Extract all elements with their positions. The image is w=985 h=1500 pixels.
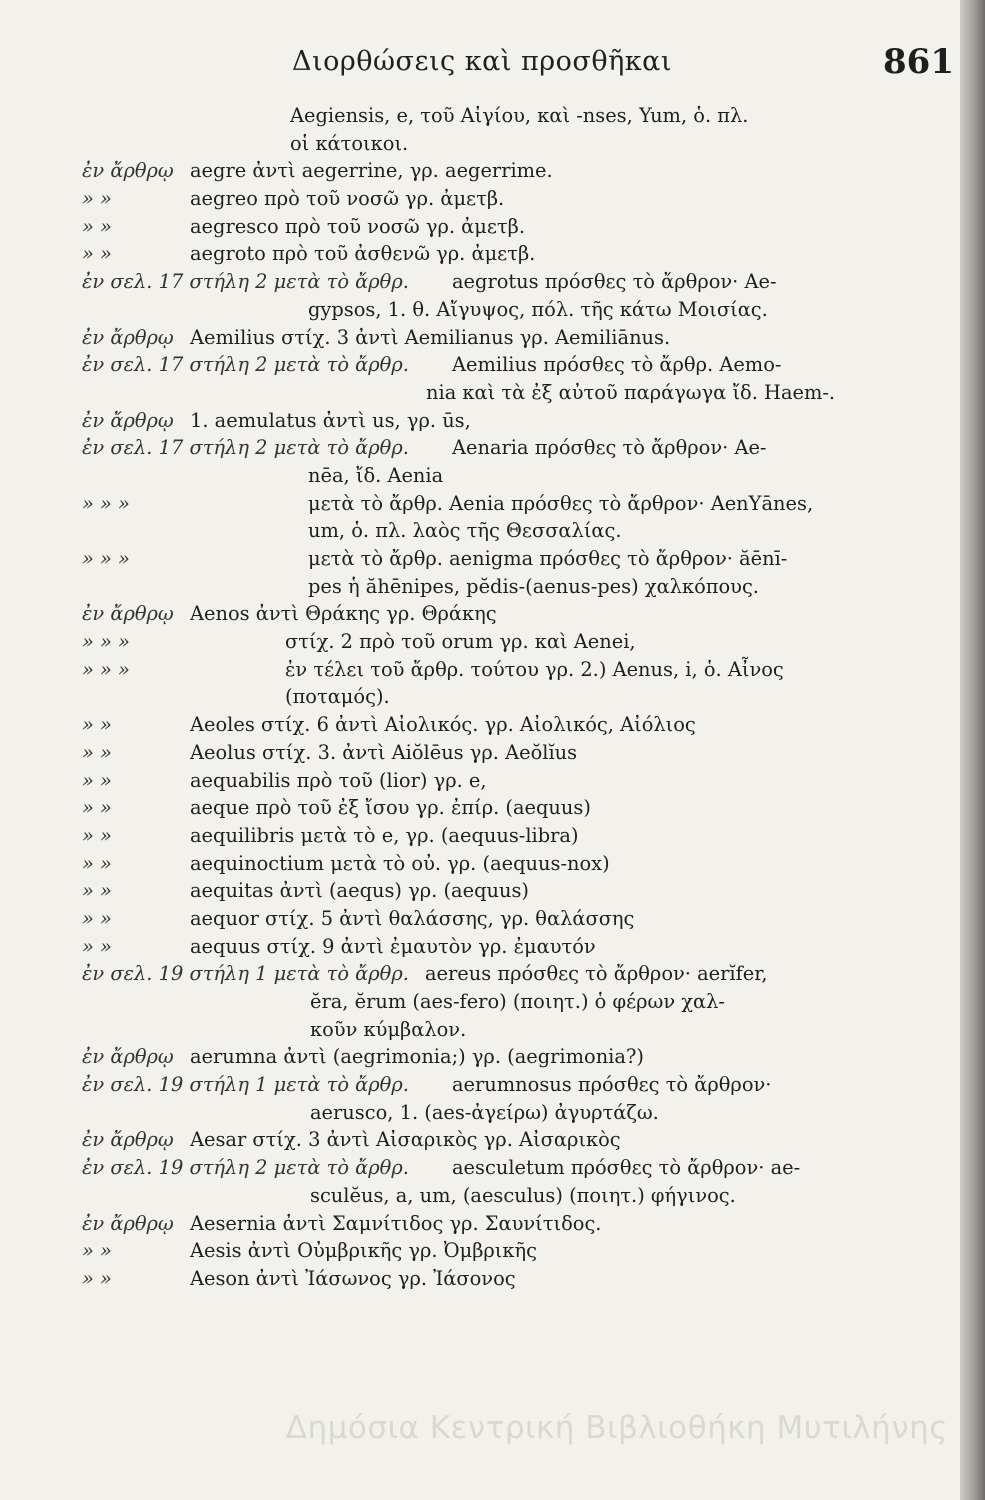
errata-line (0, 794, 960, 822)
errata-line (0, 462, 960, 490)
page-number: 861 (883, 42, 954, 82)
entry-reference: » » » (82, 657, 130, 681)
errata-line (0, 379, 960, 407)
errata-line (0, 268, 960, 296)
errata-line (0, 213, 960, 241)
entry-correction: aequus στίχ. 9 ἀντὶ ἐμαυτὸν γρ. ἐμαυτόν (190, 934, 596, 958)
errata-line (0, 517, 960, 545)
entry-reference: » » » (82, 491, 130, 515)
entry-correction: Aenos ἀντὶ Θράκης γρ. Θράκης (190, 602, 497, 626)
errata-line (0, 1237, 960, 1265)
entry-reference: ἐν σελ. 17 στήλη 2 μετὰ τὸ ἄρθρ. (82, 270, 409, 294)
errata-line (0, 1043, 960, 1071)
errata-line (0, 905, 960, 933)
entry-reference: ἐν ἄρθρῳ (82, 325, 174, 349)
entry-correction: ĕra, ĕrum (aes-fero) (ποιητ.) ὁ φέρων χαλ- (310, 990, 725, 1013)
entry-correction: Aesar στίχ. 3 ἀντὶ Αἰσαρικὸς γρ. Αἰσαρικὸς (190, 1128, 621, 1152)
entry-reference: ἐν σελ. 19 στήλη 1 μετὰ τὸ ἄρθρ. (82, 962, 409, 986)
errata-line (0, 1016, 960, 1044)
entry-correction: sculĕus, a, um, (aesculus) (ποιητ.) φήγινος. (310, 1183, 736, 1207)
entry-reference: » » (82, 906, 112, 930)
errata-line (0, 1071, 960, 1099)
entry-correction: κοῦν κύμβαλον. (310, 1017, 467, 1041)
errata-line (0, 545, 960, 573)
entry-correction: aequabilis πρὸ τοῦ (lior) γρ. e, (190, 768, 487, 792)
errata-line (0, 656, 960, 684)
entry-reference: » » (82, 1266, 112, 1290)
entry-correction: Aeolus στίχ. 3. ἀντὶ Aiŏlēus γρ. Aeŏlĭus (190, 740, 578, 764)
entry-reference: » » » (82, 630, 130, 654)
entry-correction: Aegiensis, e, τοῦ Αἰγίου, καὶ -nses, Yum, ὁ. πλ. (290, 104, 749, 127)
errata-line (0, 1126, 960, 1154)
errata-line (0, 988, 960, 1016)
entry-correction: Aemilius στίχ. 3 ἀντὶ Aemilianus γρ. Aemiliānus. (190, 325, 671, 349)
entry-correction: 1. aemulatus ἀντὶ us, γρ. ūs, (190, 408, 471, 432)
entry-reference: ἐν ἄρθρῳ (82, 602, 174, 626)
entry-correction: Aesernia ἀντὶ Σαμνίτιδος γρ. Σαυνίτιδος. (190, 1211, 602, 1235)
entry-correction: nia καὶ τὰ ἐξ αὐτοῦ παράγωγα ἴδ. Haem-. (426, 380, 836, 404)
errata-line (0, 683, 960, 711)
entry-correction: gypsos, 1. θ. Αἴγυψος, πόλ. τῆς κάτω Μοισίας. (308, 297, 768, 321)
entry-correction: aequor στίχ. 5 ἀντὶ θαλάσσης, γρ. θαλάσσης (190, 906, 635, 930)
errata-line (0, 1099, 960, 1127)
entry-correction: Aemilius πρόσθες τὸ ἄρθρ. Aemo- (452, 353, 782, 377)
entry-correction: um, ὁ. πλ. λαὸς τῆς Θεσσαλίας. (308, 519, 622, 543)
errata-line (0, 490, 960, 518)
entry-correction: aegre ἀντὶ aegerrine, γρ. aegerrime. (190, 159, 553, 183)
errata-line (0, 1182, 960, 1210)
entry-correction: Aenaria πρόσθες τὸ ἄρθρον· Ae- (452, 436, 767, 460)
entry-correction: aesculetum πρόσθες τὸ ἄρθρον· ae- (452, 1156, 801, 1180)
running-title: Διορθώσεις καὶ προσθῆκαι (292, 46, 672, 77)
entry-correction: ἐν τέλει τοῦ ἄρθρ. τούτου γρ. 2.) Aenus, i, ὁ. Αἶνος (285, 657, 784, 681)
entry-reference: » » (82, 768, 112, 792)
errata-line (0, 600, 960, 628)
entry-correction: aerusco, 1. (aes-ἀγείρω) ἀγυρτάζω. (310, 1100, 659, 1124)
entry-reference: » » (82, 242, 112, 266)
page-header (0, 42, 960, 92)
book-gutter (960, 0, 985, 1500)
errata-line (0, 351, 960, 379)
entry-correction: μετὰ τὸ ἄρθρ. Aenia πρόσθες τὸ ἄρθρον· AenYānes, (308, 491, 814, 515)
entry-reference: » » (82, 934, 112, 958)
entry-reference: » » (82, 796, 112, 820)
errata-line (0, 877, 960, 905)
entry-reference: » » (82, 879, 112, 903)
errata-line (0, 1210, 960, 1238)
entry-correction: aegreo πρὸ τοῦ νοσῶ γρ. ἀμετβ. (190, 187, 505, 211)
entry-correction: aequitas ἀντὶ (aequs) γρ. (aequus) (190, 879, 529, 903)
errata-line (0, 960, 960, 988)
entry-correction: οἱ κάτοικοι. (290, 131, 409, 155)
entry-reference: ἐν σελ. 19 στήλη 2 μετὰ τὸ ἄρθρ. (82, 1156, 409, 1180)
entry-reference: ἐν σελ. 19 στήλη 1 μετὰ τὸ ἄρθρ. (82, 1073, 409, 1097)
entry-reference: ἐν ἄρθρῳ (82, 1128, 174, 1152)
errata-line (0, 102, 960, 130)
entry-reference: » » (82, 214, 112, 238)
errata-line (0, 573, 960, 601)
errata-line (0, 628, 960, 656)
errata-line (0, 1265, 960, 1293)
entry-reference: ἐν σελ. 17 στήλη 2 μετὰ τὸ ἄρθρ. (82, 353, 409, 377)
library-watermark: Δημόσια Κεντρική Βιβλιοθήκη Μυτιλήνης (285, 1410, 948, 1446)
errata-line (0, 434, 960, 462)
entry-correction: μετὰ τὸ ἄρθρ. aenigma πρόσθες τὸ ἄρθρον· ăēnī- (308, 547, 788, 570)
errata-line (0, 822, 960, 850)
errata-list (0, 102, 960, 1293)
entry-reference: » » (82, 1239, 112, 1263)
entry-correction: aegroto πρὸ τοῦ ἀσθενῶ γρ. ἀμετβ. (190, 242, 536, 266)
errata-line (0, 850, 960, 878)
entry-correction: aequinoctium μετὰ τὸ οὐ. γρ. (aequus-nox) (190, 851, 610, 875)
entry-reference: » » » (82, 547, 130, 570)
entry-reference: ἐν ἄρθρῳ (82, 1211, 174, 1235)
entry-correction: (ποταμός). (285, 685, 390, 709)
entry-correction: aerumnosus πρόσθες τὸ ἄρθρον· (452, 1073, 772, 1097)
errata-line (0, 185, 960, 213)
entry-reference: ἐν ἄρθρῳ (82, 1045, 174, 1069)
entry-correction: aegresco πρὸ τοῦ νοσῶ γρ. ἀμετβ. (190, 214, 526, 238)
entry-reference: » » (82, 740, 112, 764)
errata-line (0, 296, 960, 324)
entry-reference: » » (82, 823, 112, 847)
errata-line (0, 324, 960, 352)
errata-line (0, 130, 960, 158)
entry-correction: Aesis ἀντὶ Οὐμβρικῆς γρ. Ὀμβρικῆς (190, 1239, 538, 1263)
errata-line (0, 767, 960, 795)
entry-correction: aequilibris μετὰ τὸ e, γρ. (aequus-libra) (190, 823, 579, 847)
entry-reference: » » (82, 187, 112, 211)
entry-reference: ἐν ἄρθρῳ (82, 408, 174, 432)
errata-line (0, 407, 960, 435)
entry-correction: Aeoles στίχ. 6 ἀντὶ Αἰολικός. γρ. Αἰολικός, Αἰόλιος (190, 713, 696, 737)
errata-line (0, 1154, 960, 1182)
entry-correction: aereus πρόσθες τὸ ἄρθρον· aerĭfer, (425, 962, 768, 986)
entry-correction: aegrotus πρόσθες τὸ ἄρθρον· Ae- (452, 270, 777, 294)
entry-correction: aerumna ἀντὶ (aegrimonia;) γρ. (aegrimonia?) (190, 1045, 644, 1069)
entry-reference: ἐν σελ. 17 στήλη 2 μετὰ τὸ ἄρθρ. (82, 436, 409, 460)
entry-correction: στίχ. 2 πρὸ τοῦ orum γρ. καὶ Aenei, (285, 630, 636, 654)
entry-correction: Aeson ἀντὶ Ἰάσωνος γρ. Ἰάσονος (190, 1266, 516, 1290)
entry-correction: nēa, ἴδ. Aenia (308, 463, 444, 487)
errata-line (0, 933, 960, 961)
errata-line (0, 240, 960, 268)
entry-reference: » » (82, 851, 112, 875)
errata-line (0, 157, 960, 185)
entry-reference: ἐν ἄρθρῳ (82, 159, 174, 183)
entry-correction: pes ἡ ăhēnipes, pĕdis-(aenus-pes) χαλκόπους. (308, 574, 759, 598)
errata-line (0, 711, 960, 739)
entry-reference: » » (82, 713, 112, 737)
errata-line (0, 739, 960, 767)
entry-correction: aeque πρὸ τοῦ ἐξ ἴσου γρ. ἐπίρ. (aequus) (190, 796, 591, 820)
